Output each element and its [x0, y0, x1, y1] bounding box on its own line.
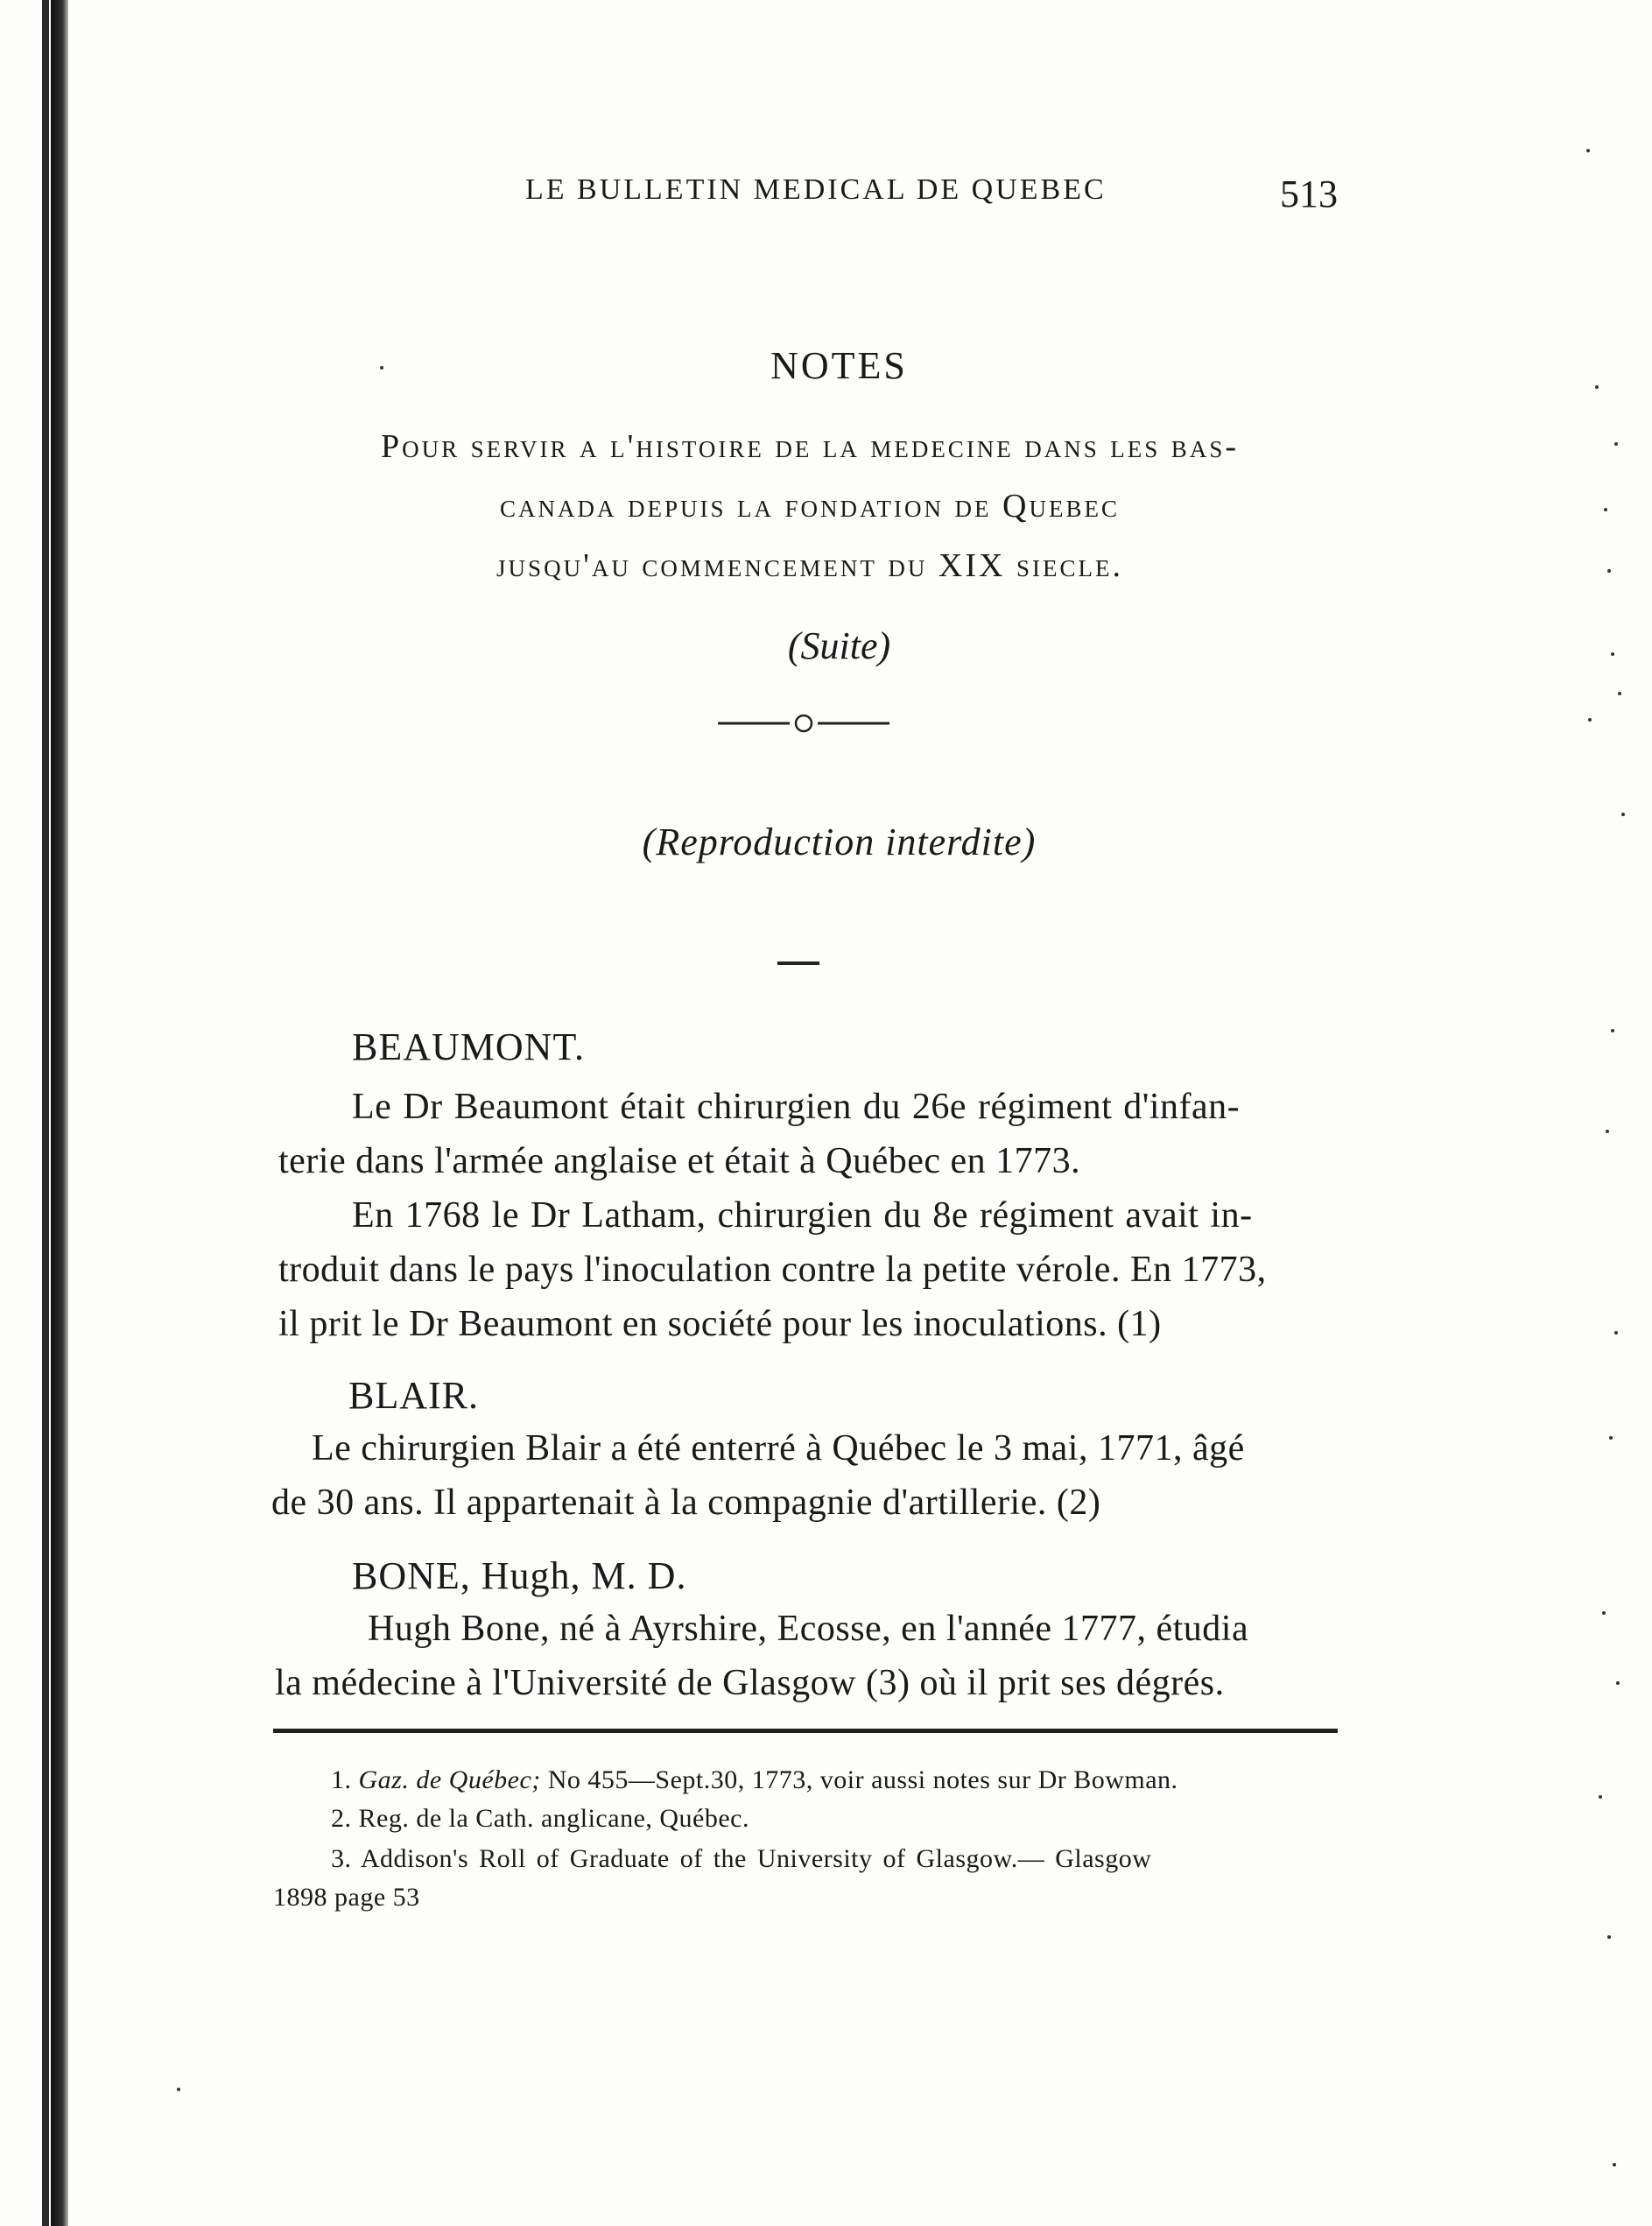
entry-line: terie dans l'armée anglaise et était à Québec en 1773. — [278, 1141, 1081, 1181]
scan-speck — [1602, 1611, 1606, 1615]
entry-line: Le Dr Beaumont était chirurgien du 26e régiment d'infan- — [352, 1087, 1241, 1127]
footnote-marker: 2. — [331, 1804, 352, 1833]
running-title: LE BULLETIN MEDICAL DE QUEBEC — [525, 173, 1107, 206]
scan-speck — [1604, 508, 1607, 511]
footnote-source: Gaz. de Québec; — [358, 1765, 541, 1794]
entry-line: Hugh Bone, né à Ayrshire, Ecosse, en l'année 1777, étudia — [368, 1609, 1249, 1649]
footnote-marker: 3. — [331, 1844, 352, 1873]
subtitle-line-2: canada depuis la fondation de Quebec — [500, 488, 1120, 525]
article-title: NOTES — [770, 344, 908, 387]
entry-heading-beaumont: BEAUMONT. — [352, 1025, 586, 1068]
scan-speck — [1611, 652, 1614, 656]
footnote-text: Addison's Roll of Graduate of the University of Glasgow.— Glasgow — [360, 1844, 1152, 1873]
scan-speck — [1595, 385, 1599, 389]
entry-line: de 30 ans. Il appartenait à la compagnie d'artillerie. (2) — [271, 1483, 1101, 1523]
scan-speck — [1599, 1795, 1602, 1799]
scan-speck — [1588, 718, 1592, 722]
section-separator — [777, 962, 819, 965]
entry-line: il prit le Dr Beaumont en société pour les inoculations. (1) — [278, 1304, 1162, 1344]
footnote-rule — [273, 1729, 1338, 1733]
scan-speck — [1614, 1331, 1618, 1335]
scan-speck — [1609, 1436, 1613, 1440]
page-number: 513 — [1280, 173, 1338, 215]
entry-line: Le chirurgien Blair a été enterré à Québec le 3 mai, 1771, âgé — [312, 1428, 1245, 1469]
scan-speck — [1607, 569, 1611, 573]
scan-speck — [1621, 813, 1625, 816]
scan-speck — [1613, 2163, 1616, 2166]
scan-speck — [177, 2088, 180, 2091]
entry-line: la médecine à l'Université de Glasgow (3) où il prit ses dégrés. — [275, 1663, 1225, 1703]
scan-speck — [1607, 1935, 1611, 1939]
book-binding-edge — [51, 0, 68, 2226]
entry-line: En 1768 le Dr Latham, chirurgien du 8e régiment avait in- — [352, 1195, 1253, 1236]
footnote-text: No 455—Sept.30, 1773, voir aussi notes sur Dr Bowman. — [540, 1765, 1178, 1794]
footnote-2 — [331, 1804, 749, 1834]
footnote-1 — [331, 1765, 1178, 1795]
scan-speck — [1618, 692, 1621, 695]
footnote-text: Reg. de la Cath. anglicane, Québec. — [358, 1804, 749, 1833]
scan-speck — [1586, 149, 1590, 152]
scan-speck — [1614, 442, 1618, 446]
scan-speck — [1611, 1029, 1614, 1032]
scan-speck — [380, 366, 383, 370]
reproduction-notice: (Reproduction interdite) — [642, 821, 1037, 863]
entry-heading-bone: BONE, Hugh, M. D. — [352, 1554, 687, 1597]
footnote-3 — [331, 1844, 1151, 1874]
binding-shadow — [42, 0, 49, 2226]
subtitle-line-1: Pour servir a l'histoire de la medecine dans les bas- — [381, 428, 1239, 465]
entry-heading-blair: BLAIR. — [348, 1374, 479, 1417]
ornament-divider — [718, 708, 893, 734]
subtitle-line-3: jusqu'au commencement du XIX siecle. — [496, 547, 1123, 584]
scan-speck — [1606, 1130, 1609, 1133]
scan-speck — [1616, 1681, 1620, 1685]
footnote-3-continuation: 1898 page 53 — [273, 1883, 420, 1912]
footnote-marker: 1. — [331, 1765, 352, 1794]
suite-label: (Suite) — [787, 624, 891, 667]
ornament-divider-graphic — [718, 708, 893, 734]
entry-line: troduit dans le pays l'inoculation contre la petite vérole. En 1773, — [278, 1250, 1267, 1290]
